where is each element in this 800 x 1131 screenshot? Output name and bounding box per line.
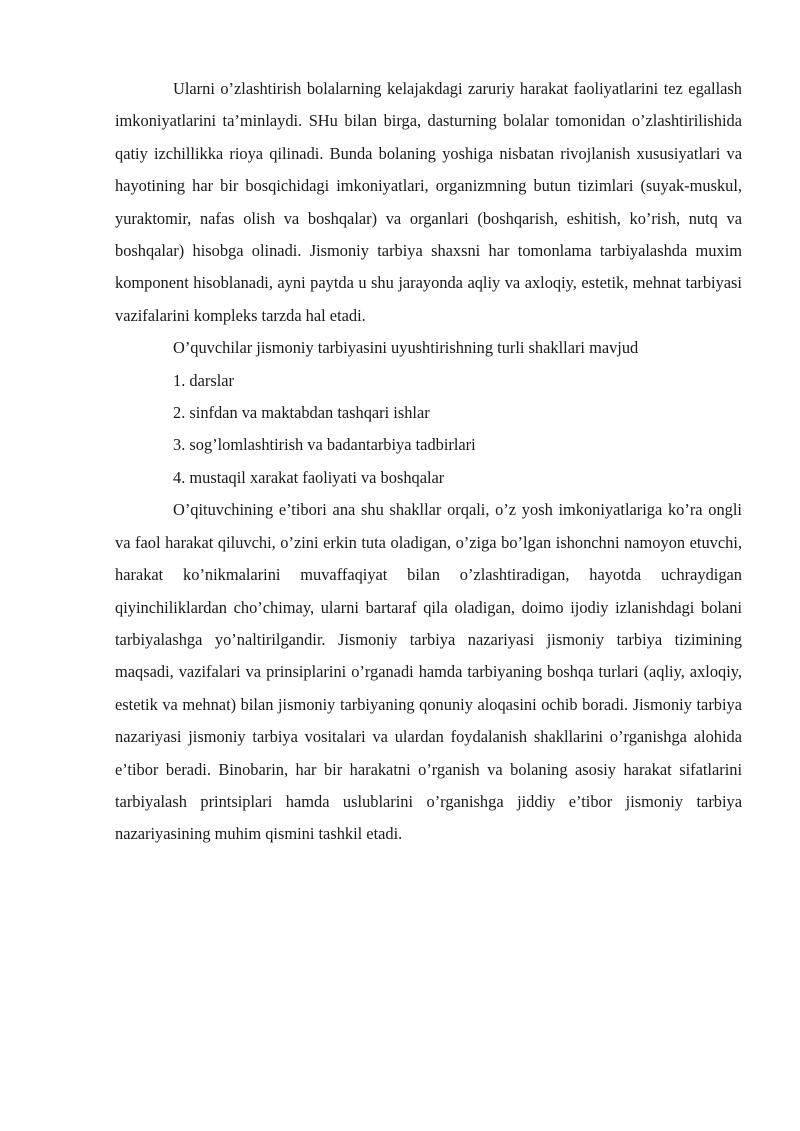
- document-page: [115, 73, 742, 851]
- list-item: 2. sinfdan va maktabdan tashqari ishlar: [173, 403, 430, 423]
- list-intro-line: O’quvchilar jismoniy tarbiyasini uyushtirishning turli shakllari mavjud: [173, 338, 639, 358]
- paragraph-teacher-focus: O’qituvchining e’tibori ana shu shakllar orqali, o’z yosh imkoniyatlariga ko’ra ongli va faol harakat qiluvchi, o’zini erkin tuta oladigan, o’ziga bo’lgan ishonchni namoyon etuvchi, harakat ko’nikmalarini muvaffaqiyat bilan o’zlashtiradigan, hayotda uchraydigan qiyinchiliklardan cho’chimay, ularni bartaraf qila oladigan, doimo ijodiy izlanishdagi bolani tarbiyalashga yo’naltirilgandir. Jismoniy tarbiya nazariyasi jismoniy tarbiya tizimining maqsadi, vazifalari va prinsiplarini o’rganadi hamda tarbiyaning boshqa turlari (aqliy, axloqiy, estetik va mehnat) bilan jismoniy tarbiyaning qonuniy aloqasini ochib boradi. Jismoniy tarbiya nazariyasi jismoniy tarbiya vositalari va ulardan foydalanish shakllarini o’rganishga alohida e’tibor beradi. Binobarin, har bir harakatni o’rganish va bolaning asosiy harakat sifatlarini tarbiyalash printsiplari hamda uslublarini o’rganishga jiddiy e’tibor jismoniy tarbiya nazariyasining muhim qismini tashkil etadi.: [115, 500, 742, 844]
- list-item: 4. mustaqil xarakat faoliyati va boshqalar: [173, 467, 445, 487]
- list-item: 1. darslar: [173, 370, 234, 390]
- list-item: 3. sog’lomlashtirish va badantarbiya tadbirlari: [173, 435, 476, 455]
- paragraph-intro: Ularni o’zlashtirish bolalarning kelajakdagi zaruriy harakat faoliyatlarini tez egallash imkoniyatlarini ta’minlaydi. SHu bilan birga, dasturning bolalar tomonidan o’zlashtirilishida qatiy izchillikka rioya qilinadi. Bunda bolaning yoshiga nisbatan rivojlanish xususiyatlari va hayotining har bir bosqichidagi imkoniyatlari, organizmning butun tizimlari (suyak-muskul, yuraktomir, nafas olish va boshqalar) va organlari (boshqarish, eshitish, ko’rish, nutq va boshqalar) hisobga olinadi. Jismoniy tarbiya shaxsni har tomonlama tarbiyalashda muxim komponent hisoblanadi, ayni paytda u shu jarayonda aqliy va axloqiy, estetik, mehnat tarbiyasi vazifalarini kompleks tarzda hal etadi.: [115, 79, 742, 325]
